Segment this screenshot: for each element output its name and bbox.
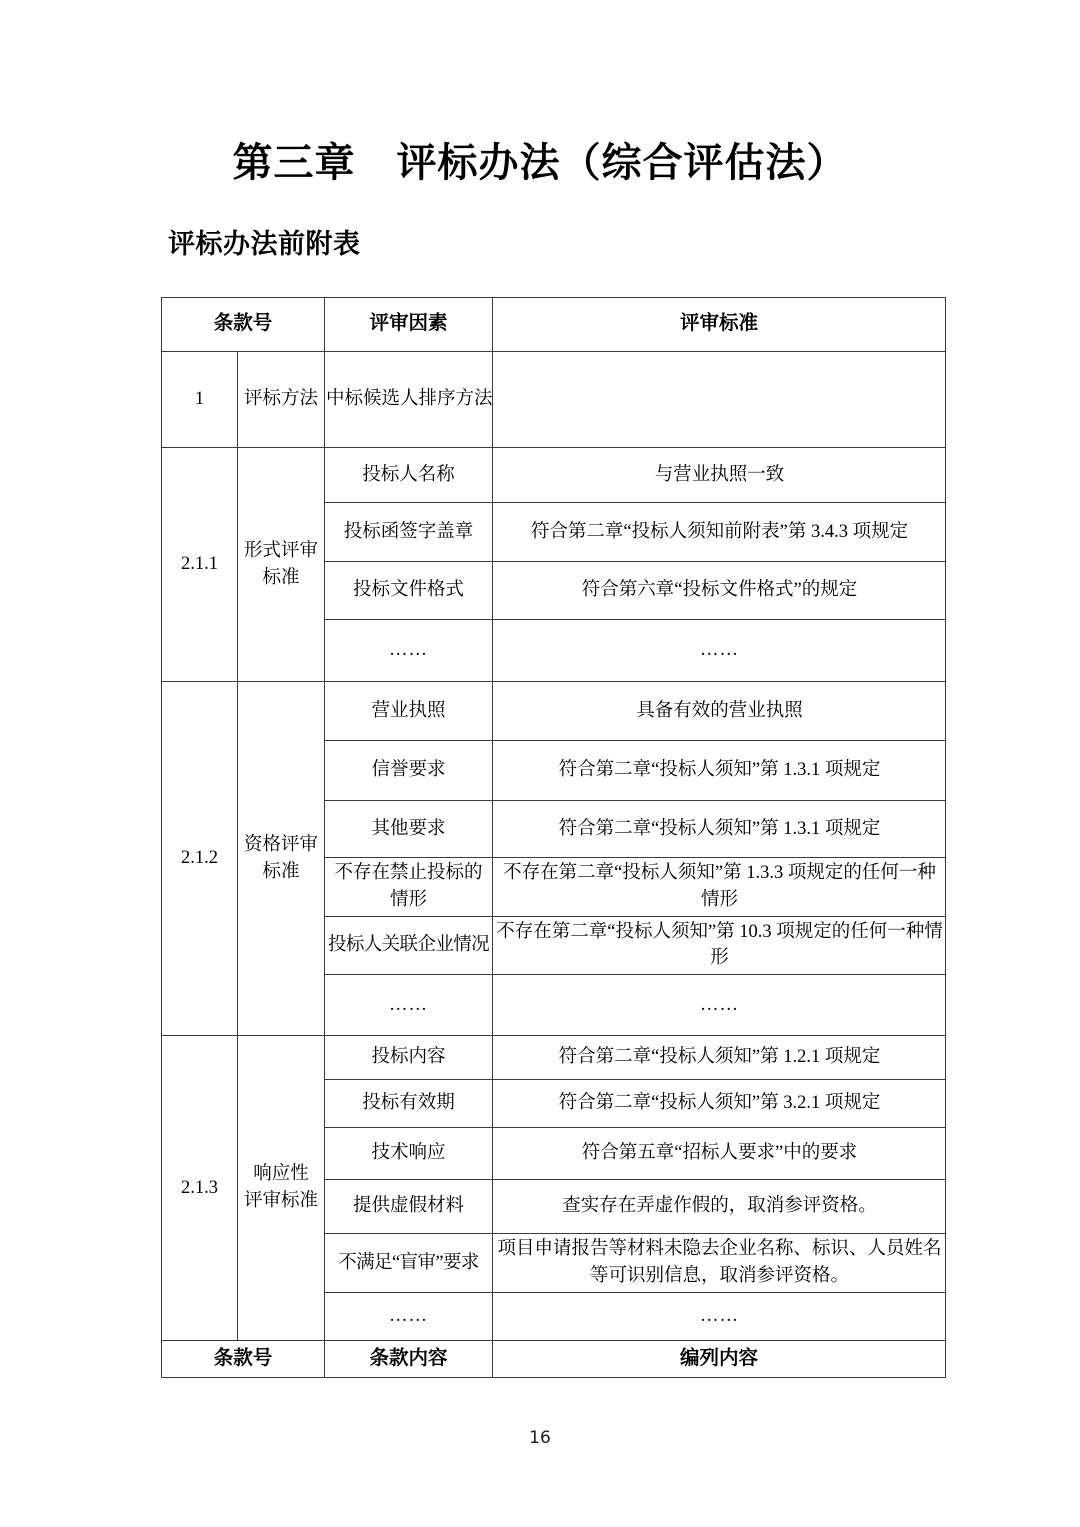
footer-clause-no-text: 条款号: [213, 1347, 273, 1369]
evaluation-factor: [325, 1080, 493, 1128]
evaluation-criteria-text: 符合第二章“投标人须知”第 1.3.1 项规定: [558, 818, 881, 839]
evaluation-criteria: [493, 975, 946, 1036]
evaluation-factor-text: 投标人关联企业情况: [327, 935, 490, 956]
table-footer-row: [162, 1340, 946, 1377]
evaluation-factor: [325, 801, 493, 858]
evaluation-criteria: [493, 1292, 946, 1340]
evaluation-criteria-text: ……: [700, 640, 740, 661]
evaluation-factor-text: ……: [389, 1305, 429, 1326]
header-criteria: [493, 298, 946, 352]
clause-number-text: 2.1.3: [181, 1177, 218, 1198]
evaluation-criteria: [493, 562, 946, 620]
evaluation-factor-text: 投标人名称: [362, 464, 455, 485]
evaluation-group-label-text: 评标方法: [244, 389, 319, 410]
evaluation-criteria-table: [161, 297, 946, 1378]
evaluation-factor: [325, 1128, 493, 1180]
header-clause-no: [162, 298, 325, 352]
evaluation-factor-text: 投标有效期: [362, 1093, 455, 1114]
clause-number: [162, 448, 238, 682]
header-factor-text: 评审因素: [369, 313, 448, 335]
evaluation-factor: [325, 503, 493, 562]
evaluation-factor: [325, 1036, 493, 1080]
footer-clause-content: [325, 1340, 493, 1377]
evaluation-criteria-text: 查实存在弄虚作假的，取消参评资格。: [562, 1196, 877, 1217]
evaluation-factor-text: 投标文件格式: [353, 580, 465, 601]
evaluation-factor: [325, 975, 493, 1036]
footer-compiled-content-text: 编列内容: [680, 1347, 759, 1369]
evaluation-factor: [325, 448, 493, 503]
evaluation-criteria: [493, 448, 946, 503]
clause-number-text: 2.1.2: [181, 848, 218, 869]
evaluation-group-label: [238, 448, 325, 682]
header-criteria-text: 评审标准: [680, 313, 759, 335]
clause-number-text: 1: [194, 389, 205, 410]
evaluation-group-label-text: 形式评审 标准: [244, 540, 319, 588]
clause-number-text: 2.1.1: [181, 554, 218, 575]
evaluation-factor-text: ……: [389, 994, 429, 1015]
evaluation-criteria: [493, 682, 946, 741]
evaluation-criteria-text: 与营业执照一致: [654, 464, 785, 485]
evaluation-criteria: [493, 1036, 946, 1080]
evaluation-factor-text: 信誉要求: [371, 760, 446, 781]
evaluation-factor: [325, 562, 493, 620]
footer-clause-content-text: 条款内容: [369, 1347, 448, 1369]
evaluation-factor-text: 不存在禁止投标的情形: [334, 863, 483, 910]
clause-number: [162, 682, 238, 1036]
evaluation-criteria: [493, 1080, 946, 1128]
evaluation-criteria: [493, 503, 946, 562]
evaluation-factor-text: ……: [389, 640, 429, 661]
evaluation-factor-text: 不满足“盲审”要求: [338, 1252, 479, 1273]
evaluation-factor: [325, 916, 493, 975]
header-clause-no-text: 条款号: [213, 313, 273, 335]
evaluation-criteria: [493, 801, 946, 858]
evaluation-criteria: [493, 858, 946, 917]
clause-number: [162, 1036, 238, 1341]
footer-clause-no: [162, 1340, 325, 1377]
evaluation-criteria-text: 不存在第二章“投标人须知”第 10.3 项规定的任何一种情形: [496, 921, 943, 969]
evaluation-criteria-text: 符合第二章“投标人须知”第 1.2.1 项规定: [558, 1047, 881, 1068]
evaluation-factor-text: 中标候选人排序方法: [326, 389, 493, 410]
evaluation-criteria: [493, 1180, 946, 1234]
evaluation-factor-text: 其他要求: [371, 818, 446, 839]
evaluation-factor: [325, 1180, 493, 1234]
evaluation-criteria-text: 符合第五章“招标人要求”中的要求: [581, 1143, 858, 1164]
evaluation-criteria-text: 符合第二章“投标人须知”第 1.3.1 项规定: [558, 760, 881, 781]
evaluation-group-label: [238, 682, 325, 1036]
table-row: [162, 682, 946, 741]
evaluation-group-label: [238, 352, 325, 448]
evaluation-criteria-text: 不存在第二章“投标人须知”第 1.3.3 项规定的任何一种情形: [503, 863, 936, 910]
table-row: [162, 1036, 946, 1080]
evaluation-factor-text: 提供虚假材料: [353, 1196, 465, 1217]
evaluation-criteria-text: 符合第二章“投标人须知前附表”第 3.4.3 项规定: [530, 521, 909, 542]
evaluation-factor: [325, 620, 493, 682]
evaluation-factor: [325, 682, 493, 741]
evaluation-group-label: [238, 1036, 325, 1341]
evaluation-criteria: [493, 1128, 946, 1180]
evaluation-criteria-text: 项目申请报告等材料未隐去企业名称、标识、人员姓名等可识别信息，取消参评资格。: [497, 1239, 942, 1287]
clause-number: [162, 352, 238, 448]
header-factor: [325, 298, 493, 352]
evaluation-criteria-text: 具备有效的营业执照: [636, 700, 803, 721]
page-title: 第三章 评标办法（综合评估法）: [232, 140, 848, 185]
evaluation-criteria: [493, 916, 946, 975]
evaluation-criteria: [493, 1234, 946, 1293]
evaluation-criteria-text: ……: [700, 994, 740, 1015]
evaluation-group-label-text: 响应性 评审标准: [244, 1164, 319, 1212]
evaluation-criteria: [493, 741, 946, 801]
evaluation-factor: [325, 741, 493, 801]
evaluation-criteria-text: 符合第六章“投标文件格式”的规定: [581, 580, 858, 601]
evaluation-factor-text: 技术响应: [371, 1143, 446, 1164]
evaluation-factor: [325, 1234, 493, 1293]
evaluation-criteria-text: ……: [700, 1305, 740, 1326]
table-header-row: [162, 298, 946, 352]
evaluation-factor: [325, 858, 493, 917]
table-row: [162, 448, 946, 503]
evaluation-factor: [325, 1292, 493, 1340]
evaluation-criteria: [493, 620, 946, 682]
page-number: 16: [529, 1428, 551, 1448]
footer-compiled-content: [493, 1340, 946, 1377]
evaluation-factor-text: 投标函签字盖章: [343, 521, 474, 542]
section-subtitle: 评标办法前附表: [168, 229, 361, 259]
evaluation-factor-text: 营业执照: [371, 700, 446, 721]
table-row: [162, 352, 946, 448]
evaluation-factor-text: 投标内容: [371, 1047, 446, 1068]
evaluation-table-container: [161, 297, 945, 1378]
evaluation-group-label-text: 资格评审 标准: [244, 834, 319, 882]
evaluation-factor: [325, 352, 493, 448]
evaluation-criteria-text: 符合第二章“投标人须知”第 3.2.1 项规定: [558, 1093, 881, 1114]
